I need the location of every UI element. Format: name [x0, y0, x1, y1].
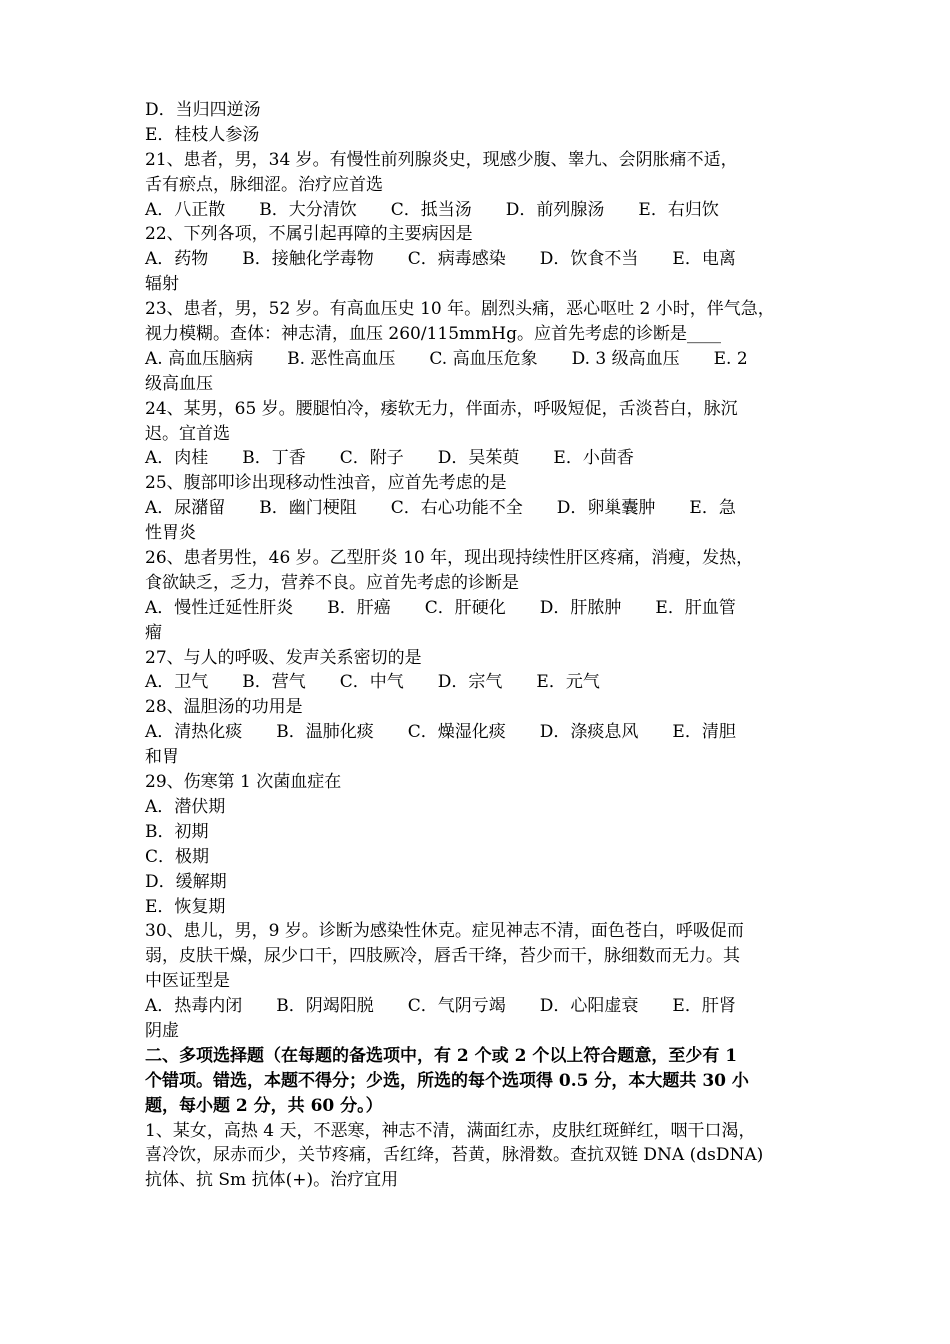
- text-line: 舌有瘀点，脉细涩。治疗应首选: [145, 174, 383, 195]
- document-page: [145, 98, 817, 1193]
- text-line: A. 高血压脑病 B. 恶性高血压 C. 高血压危象 D. 3 级高血压 E. 2: [145, 348, 748, 369]
- text-line: 26、患者男性，46 岁。乙型肝炎 10 年，现出现持续性肝区疼痛，消瘦，发热，: [145, 548, 754, 569]
- text-line: A．卫气 B．营气 C．中气 D．宗气 E．元气: [145, 672, 600, 693]
- text-line: D．当归四逆汤: [145, 100, 261, 120]
- text-line: 弱，皮肤干燥，尿少口干，四肢厥冷，唇舌干绛，苔少而干，脉细数而无力。其: [145, 946, 740, 967]
- text-line: 24、某男，65 岁。腰腿怕冷，痿软无力，伴面赤，呼吸短促，舌淡苔白，脉沉: [145, 398, 738, 419]
- text-line: 25、腹部叩诊出现移动性浊音，应首先考虑的是: [145, 473, 507, 494]
- text-line: 食欲缺乏，乏力，营养不良。应首先考虑的诊断是: [145, 572, 519, 593]
- text-line: 22、下列各项，不属引起再障的主要病因是: [145, 224, 473, 245]
- text-line: 阴虚: [145, 1020, 179, 1041]
- text-line: 29、伤寒第 1 次菌血症在: [145, 772, 342, 793]
- text-line: 辐射: [145, 274, 179, 295]
- text-line: A．药物 B．接触化学毒物 C．病毒感染 D．饮食不当 E．电离: [145, 249, 736, 270]
- text-line: A．肉桂 B．丁香 C．附子 D．吴茱萸 E．小茴香: [145, 448, 634, 469]
- text-line: B．初期: [145, 821, 209, 842]
- text-line: A．慢性迁延性肝炎 B．肝癌 C．肝硬化 D．肝脓肿 E．肝血管: [145, 597, 736, 618]
- text-line: 视力模糊。查体：神志清，血压 260/115mmHg。应首先考虑的诊断是____: [145, 324, 721, 345]
- text-line: 性胃炎: [145, 523, 196, 544]
- text-line: 27、与人的呼吸、发声关系密切的是: [145, 647, 422, 668]
- section-heading-line: 二、多项选择题（在每题的备选项中，有 2 个或 2 个以上符合题意，至少有 1: [145, 1045, 738, 1066]
- text-line: A．热毒内闭 B．阴竭阳脱 C．气阴亏竭 D．心阳虚衰 E．肝肾: [145, 996, 736, 1017]
- text-line: 瘤: [145, 622, 162, 643]
- text-line: A．八正散 B．大分清饮 C．抵当汤 D．前列腺汤 E．右归饮: [145, 199, 719, 220]
- text-line: 23、患者，男，52 岁。有高血压史 10 年。剧烈头痛，恶心呕吐 2 小时，伴气急，: [145, 299, 775, 320]
- text-line: D．缓解期: [145, 871, 227, 892]
- text-line: A．清热化痰 B．温肺化痰 C．燥湿化痰 D．涤痰息风 E．清胆: [145, 722, 736, 743]
- text-line: A．尿潴留 B．幽门梗阻 C．右心功能不全 D．卵巢囊肿 E．急: [145, 498, 736, 519]
- text-line: 抗体、抗 Sm 抗体(+)。治疗宜用: [145, 1170, 399, 1191]
- text-line: 28、温胆汤的功用是: [145, 697, 303, 718]
- text-line: E．桂枝人参汤: [145, 124, 260, 145]
- text-line: 21、患者，男，34 岁。有慢性前列腺炎史，现感少腹、睾九、会阴胀痛不适，: [145, 149, 738, 170]
- text-line: 30、患儿，男，9 岁。诊断为感染性休克。症见神志不清，面色苍白，呼吸促而: [145, 921, 744, 942]
- text-line: 迟。宜首选: [145, 423, 230, 444]
- text-line: A．潜伏期: [145, 796, 226, 817]
- text-line: C．极期: [145, 846, 210, 867]
- section-heading-line: 个错项。错选，本题不得分；少选，所选的每个选项得 0.5 分，本大题共 30 小: [145, 1070, 749, 1091]
- section-heading-line: 题，每小题 2 分，共 60 分。）: [145, 1095, 383, 1116]
- text-line: 1、某女，高热 4 天，不恶寒，神志不清，满面红赤，皮肤红斑鲜红，咽干口渴，: [145, 1120, 756, 1141]
- text-line: 级高血压: [145, 373, 213, 394]
- text-line: 和胃: [145, 747, 179, 768]
- text-line: 中医证型是: [145, 971, 230, 992]
- text-line: 喜冷饮，尿赤而少，关节疼痛，舌红绛，苔黄，脉滑数。查抗双链 DNA (dsDNA): [145, 1145, 764, 1166]
- text-line: E．恢复期: [145, 896, 226, 917]
